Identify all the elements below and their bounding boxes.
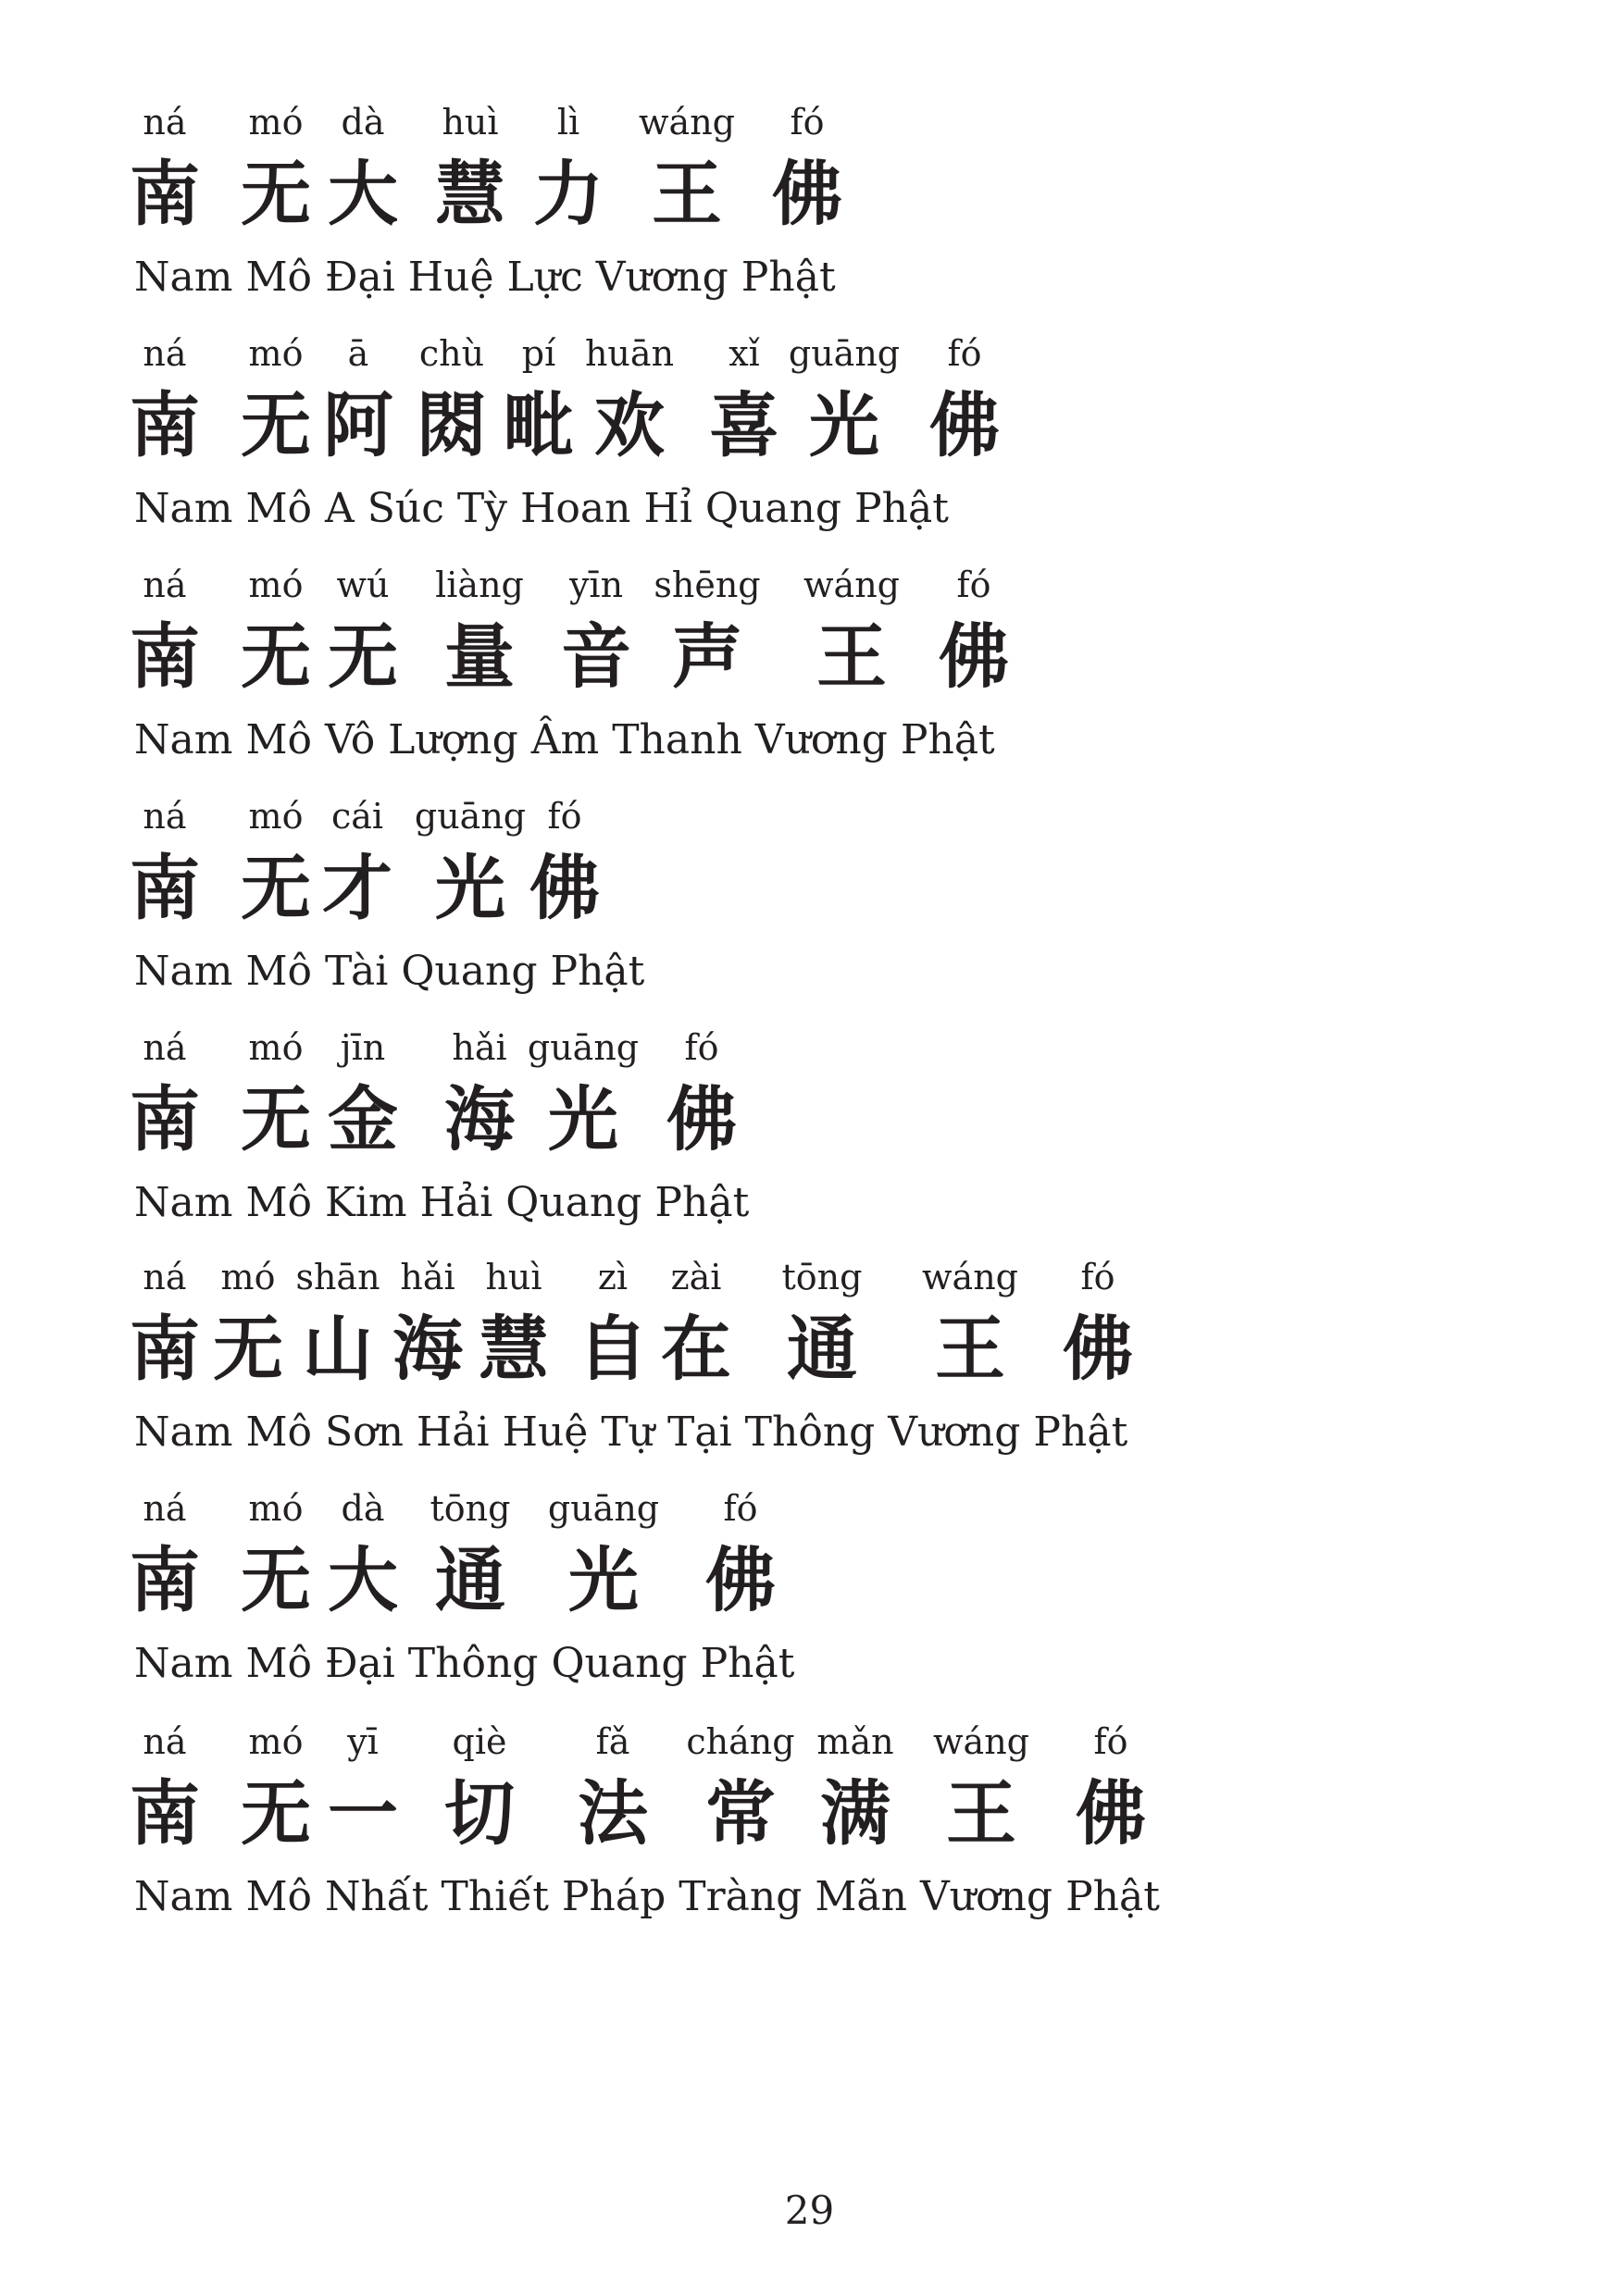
pinyin-syllable: mó <box>248 1721 304 1762</box>
chinese-character: 无 <box>241 1078 311 1160</box>
vietnamese-transliteration: Nam Mô Sơn Hải Huệ Tự Tại Thông Vương Phật <box>134 1409 1128 1456</box>
buddha-name-entry <box>0 565 1619 787</box>
chinese-character: 王 <box>652 153 722 235</box>
pinyin-syllable: fó <box>547 796 582 837</box>
chinese-character: 满 <box>820 1772 890 1855</box>
pinyin-syllable: guāng <box>547 1488 660 1529</box>
chinese-character: 无 <box>241 384 311 466</box>
pinyin-syllable: shān <box>295 1257 380 1297</box>
chinese-character: 音 <box>561 615 631 698</box>
pinyin-syllable: fó <box>684 1027 719 1068</box>
chinese-character: 南 <box>130 153 200 235</box>
chinese-character: 閦 <box>417 384 487 466</box>
pinyin-syllable: guāng <box>527 1027 640 1068</box>
chinese-character: 无 <box>241 1772 311 1855</box>
pinyin-syllable: tōng <box>781 1257 863 1297</box>
chinese-character: 山 <box>303 1308 373 1390</box>
pinyin-syllable: ná <box>143 1488 187 1529</box>
buddha-name-entry <box>0 1721 1619 1943</box>
pinyin-syllable: mó <box>248 1027 304 1068</box>
chinese-character: 王 <box>946 1772 1016 1855</box>
pinyin-syllable: zì <box>597 1257 629 1297</box>
chinese-character: 南 <box>130 384 200 466</box>
pinyin-syllable: hǎi <box>400 1257 455 1297</box>
pinyin-syllable: xǐ <box>729 333 760 374</box>
chinese-character: 常 <box>705 1772 776 1855</box>
chinese-character: 慧 <box>435 153 505 235</box>
chinese-character: 光 <box>809 384 879 466</box>
buddha-name-entry <box>0 333 1619 555</box>
buddha-name-entry <box>0 102 1619 324</box>
chinese-character: 无 <box>241 1539 311 1621</box>
vietnamese-transliteration: Nam Mô Kim Hải Quang Phật <box>134 1179 750 1226</box>
pinyin-syllable: mó <box>248 565 304 605</box>
chinese-character: 南 <box>130 1308 200 1390</box>
chinese-character: 佛 <box>705 1539 776 1621</box>
pinyin-syllable: wáng <box>922 1257 1018 1297</box>
chinese-character: 佛 <box>666 1078 737 1160</box>
vietnamese-transliteration: Nam Mô Đại Thông Quang Phật <box>134 1640 795 1687</box>
chinese-character: 喜 <box>709 384 779 466</box>
chinese-character: 大 <box>328 153 398 235</box>
pinyin-syllable: qiè <box>452 1721 507 1762</box>
pinyin-syllable: ná <box>143 1721 187 1762</box>
pinyin-syllable: zài <box>670 1257 722 1297</box>
chinese-character: 通 <box>787 1308 857 1390</box>
chinese-character: 佛 <box>529 847 600 929</box>
pinyin-syllable: fó <box>947 333 982 374</box>
chinese-character: 声 <box>672 615 742 698</box>
pinyin-syllable: jīn <box>340 1027 386 1068</box>
pinyin-syllable: dà <box>341 102 385 143</box>
chinese-character: 自 <box>578 1308 648 1390</box>
pinyin-syllable: lì <box>556 102 580 143</box>
pinyin-syllable: huì <box>485 1257 542 1297</box>
buddha-name-entry <box>0 796 1619 1018</box>
pinyin-syllable: wú <box>336 565 390 605</box>
chinese-character: 一 <box>328 1772 398 1855</box>
pinyin-syllable: mǎn <box>816 1721 894 1762</box>
chinese-character: 无 <box>241 153 311 235</box>
chinese-character: 欢 <box>594 384 665 466</box>
chinese-character: 毗 <box>504 384 574 466</box>
pinyin-syllable: mó <box>248 333 304 374</box>
vietnamese-transliteration: Nam Mô Tài Quang Phật <box>134 948 645 995</box>
chinese-character: 量 <box>444 615 515 698</box>
pinyin-syllable: dà <box>341 1488 385 1529</box>
pinyin-syllable: wáng <box>803 565 900 605</box>
chinese-character: 佛 <box>772 153 842 235</box>
pinyin-syllable: fǎ <box>595 1721 630 1762</box>
chinese-character: 佛 <box>1076 1772 1146 1855</box>
buddha-name-entry <box>0 1027 1619 1249</box>
pinyin-syllable: wáng <box>639 102 735 143</box>
pinyin-syllable: ná <box>143 102 187 143</box>
pinyin-syllable: huān <box>584 333 675 374</box>
pinyin-syllable: yī <box>347 1721 379 1762</box>
chinese-character: 慧 <box>479 1308 549 1390</box>
pinyin-syllable: cháng <box>686 1721 795 1762</box>
buddha-name-entry <box>0 1257 1619 1479</box>
chinese-character: 南 <box>130 1772 200 1855</box>
pinyin-syllable: mó <box>220 1257 276 1297</box>
pinyin-syllable: yīn <box>568 565 624 605</box>
pinyin-syllable: ná <box>143 1027 187 1068</box>
chinese-character: 无 <box>241 847 311 929</box>
chinese-character: 无 <box>241 615 311 698</box>
chinese-character: 无 <box>213 1308 283 1390</box>
pinyin-syllable: chù <box>418 333 485 374</box>
vietnamese-transliteration: Nam Mô Nhất Thiết Pháp Tràng Mãn Vương Phật <box>134 1873 1160 1920</box>
chinese-character: 海 <box>444 1078 515 1160</box>
chinese-character: 大 <box>328 1539 398 1621</box>
pinyin-syllable: guāng <box>788 333 901 374</box>
pinyin-syllable: hǎi <box>452 1027 507 1068</box>
pinyin-syllable: cái <box>330 796 384 837</box>
chinese-character: 切 <box>444 1772 515 1855</box>
vietnamese-transliteration: Nam Mô A Súc Tỳ Hoan Hỉ Quang Phật <box>134 485 949 532</box>
chinese-character: 王 <box>816 615 887 698</box>
chinese-character: 佛 <box>929 384 1000 466</box>
pinyin-syllable: fó <box>1093 1721 1128 1762</box>
pinyin-syllable: fó <box>1080 1257 1115 1297</box>
pinyin-syllable: fó <box>723 1488 758 1529</box>
chinese-character: 阿 <box>323 384 393 466</box>
chinese-character: 才 <box>322 847 392 929</box>
pinyin-syllable: pí <box>521 333 556 374</box>
vietnamese-transliteration: Nam Mô Vô Lượng Âm Thanh Vương Phật <box>134 716 995 763</box>
chinese-character: 佛 <box>939 615 1009 698</box>
chinese-character: 光 <box>548 1078 618 1160</box>
chinese-character: 金 <box>328 1078 398 1160</box>
chinese-character: 通 <box>435 1539 505 1621</box>
pinyin-syllable: ná <box>143 565 187 605</box>
pinyin-syllable: shēng <box>654 565 761 605</box>
pinyin-syllable: ná <box>143 796 187 837</box>
chinese-character: 无 <box>328 615 398 698</box>
chinese-character: 南 <box>130 847 200 929</box>
pinyin-syllable: mó <box>248 796 304 837</box>
pinyin-syllable: fó <box>790 102 825 143</box>
chinese-character: 南 <box>130 1078 200 1160</box>
page-number: 29 <box>784 2188 835 2233</box>
chinese-character: 法 <box>578 1772 648 1855</box>
chinese-character: 光 <box>568 1539 639 1621</box>
pinyin-syllable: fó <box>956 565 991 605</box>
vietnamese-transliteration: Nam Mô Đại Huệ Lực Vương Phật <box>134 254 836 301</box>
pinyin-syllable: ā <box>347 333 369 374</box>
chinese-character: 佛 <box>1063 1308 1133 1390</box>
chinese-character: 在 <box>661 1308 731 1390</box>
pinyin-syllable: liàng <box>435 565 524 605</box>
pinyin-syllable: mó <box>248 102 304 143</box>
chinese-character: 力 <box>533 153 604 235</box>
chinese-character: 王 <box>935 1308 1005 1390</box>
pinyin-syllable: ná <box>143 1257 187 1297</box>
chinese-character: 光 <box>435 847 505 929</box>
pinyin-syllable: guāng <box>414 796 527 837</box>
chinese-character: 南 <box>130 615 200 698</box>
pinyin-syllable: tōng <box>430 1488 511 1529</box>
buddha-name-entry <box>0 1488 1619 1710</box>
pinyin-syllable: mó <box>248 1488 304 1529</box>
pinyin-syllable: ná <box>143 333 187 374</box>
chinese-character: 南 <box>130 1539 200 1621</box>
pinyin-syllable: wáng <box>933 1721 1029 1762</box>
chinese-character: 海 <box>392 1308 463 1390</box>
pinyin-syllable: huì <box>442 102 499 143</box>
